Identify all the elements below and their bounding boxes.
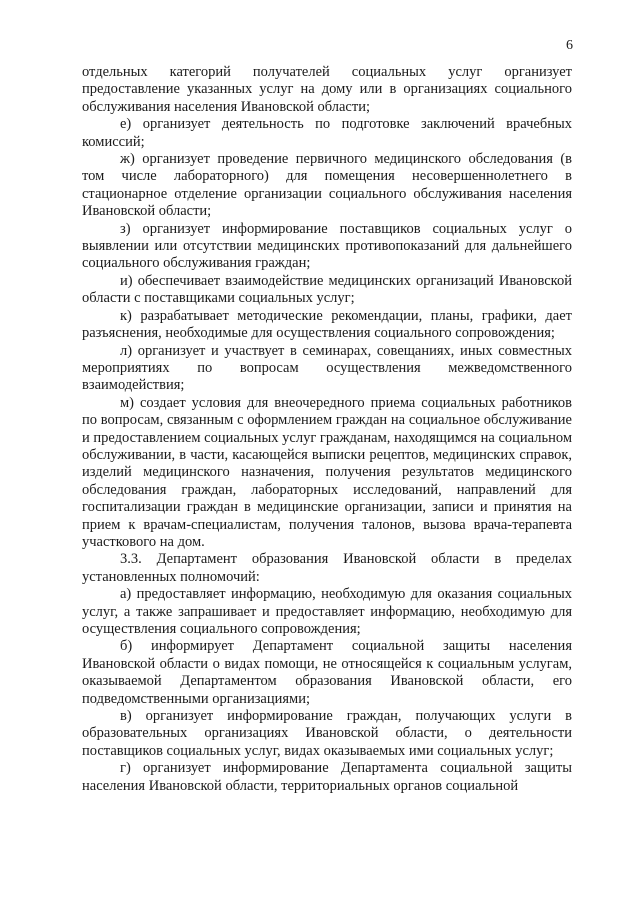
paragraph-item-l: л) организует и участвует в семинарах, совещаниях, иных совместных мероприятиях по вопросам осуществления межведомственного взаимодействия; [82, 342, 572, 394]
paragraph-item-z: з) организует информирование поставщиков социальных услуг о выявлении или отсутствии медицинских противопоказаний для дальнейшего социального обслуживания граждан; [82, 220, 572, 272]
paragraph-item-b: б) информирует Департамент социальной защиты населения Ивановской области о видах помощи, не относящейся к социальным услугам, оказываемой Департаментом образования Ивановской области, его подведомственными организациями; [82, 638, 572, 707]
paragraph-continuation: отдельных категорий получателей социальных услуг организует предоставление указанных услуг на дому или в организациях социального обслуживания населения Ивановской области; [82, 64, 572, 115]
document-body [82, 64, 572, 795]
paragraph-item-k: к) разрабатывает методические рекомендации, планы, графики, дает разъяснения, необходимые для осуществления социального сопровождения; [82, 307, 572, 342]
paragraph-item-zh: ж) организует проведение первичного медицинского обследования (в том числе лабораторного) для помещения несовершеннолетнего в стационарное отделение организации социального обслуживания населения Ивановской области; [82, 151, 572, 220]
paragraph-item-m: м) создает условия для внеочередного приема социальных работников по вопросам, связанным с оформлением граждан на социальное обслуживание и предоставлением социальных услуг гражданам, находящимся на социальном обслуживании, в части, касающейся выписки рецептов, медицинских справок, изделий медицинского назначения, получения результатов медицинского обследования граждан, лабораторных исследований, направлений для госпитализации граждан в медицинские организации, записи и принятия на прием к врачам-специалистам, получения талонов, вызова врача-терапевта участкового на дом. [82, 394, 572, 550]
paragraph-item-v: в) организует информирование граждан, получающих услуги в образовательных организациях Ивановской области, о деятельности поставщиков социальных услуг, видах оказываемых ими социальных услуг; [82, 708, 572, 759]
paragraph-item-g: г) организует информирование Департамента социальной защиты населения Ивановской области, территориальных органов социальной [82, 760, 572, 794]
page-number: 6 [566, 38, 573, 53]
paragraph-item-a: а) предоставляет информацию, необходимую для оказания социальных услуг, а также запрашивает и предоставляет информацию, необходимую для осуществления социального сопровождения; [82, 586, 572, 637]
paragraph-item-e: е) организует деятельность по подготовке заключений врачебных комиссий; [82, 116, 572, 150]
paragraph-section-3-3: 3.3. Департамент образования Ивановской области в пределах установленных полномочий: [82, 551, 572, 585]
paragraph-item-i: и) обеспечивает взаимодействие медицинских организаций Ивановской области с поставщиками социальных услуг; [82, 272, 572, 307]
